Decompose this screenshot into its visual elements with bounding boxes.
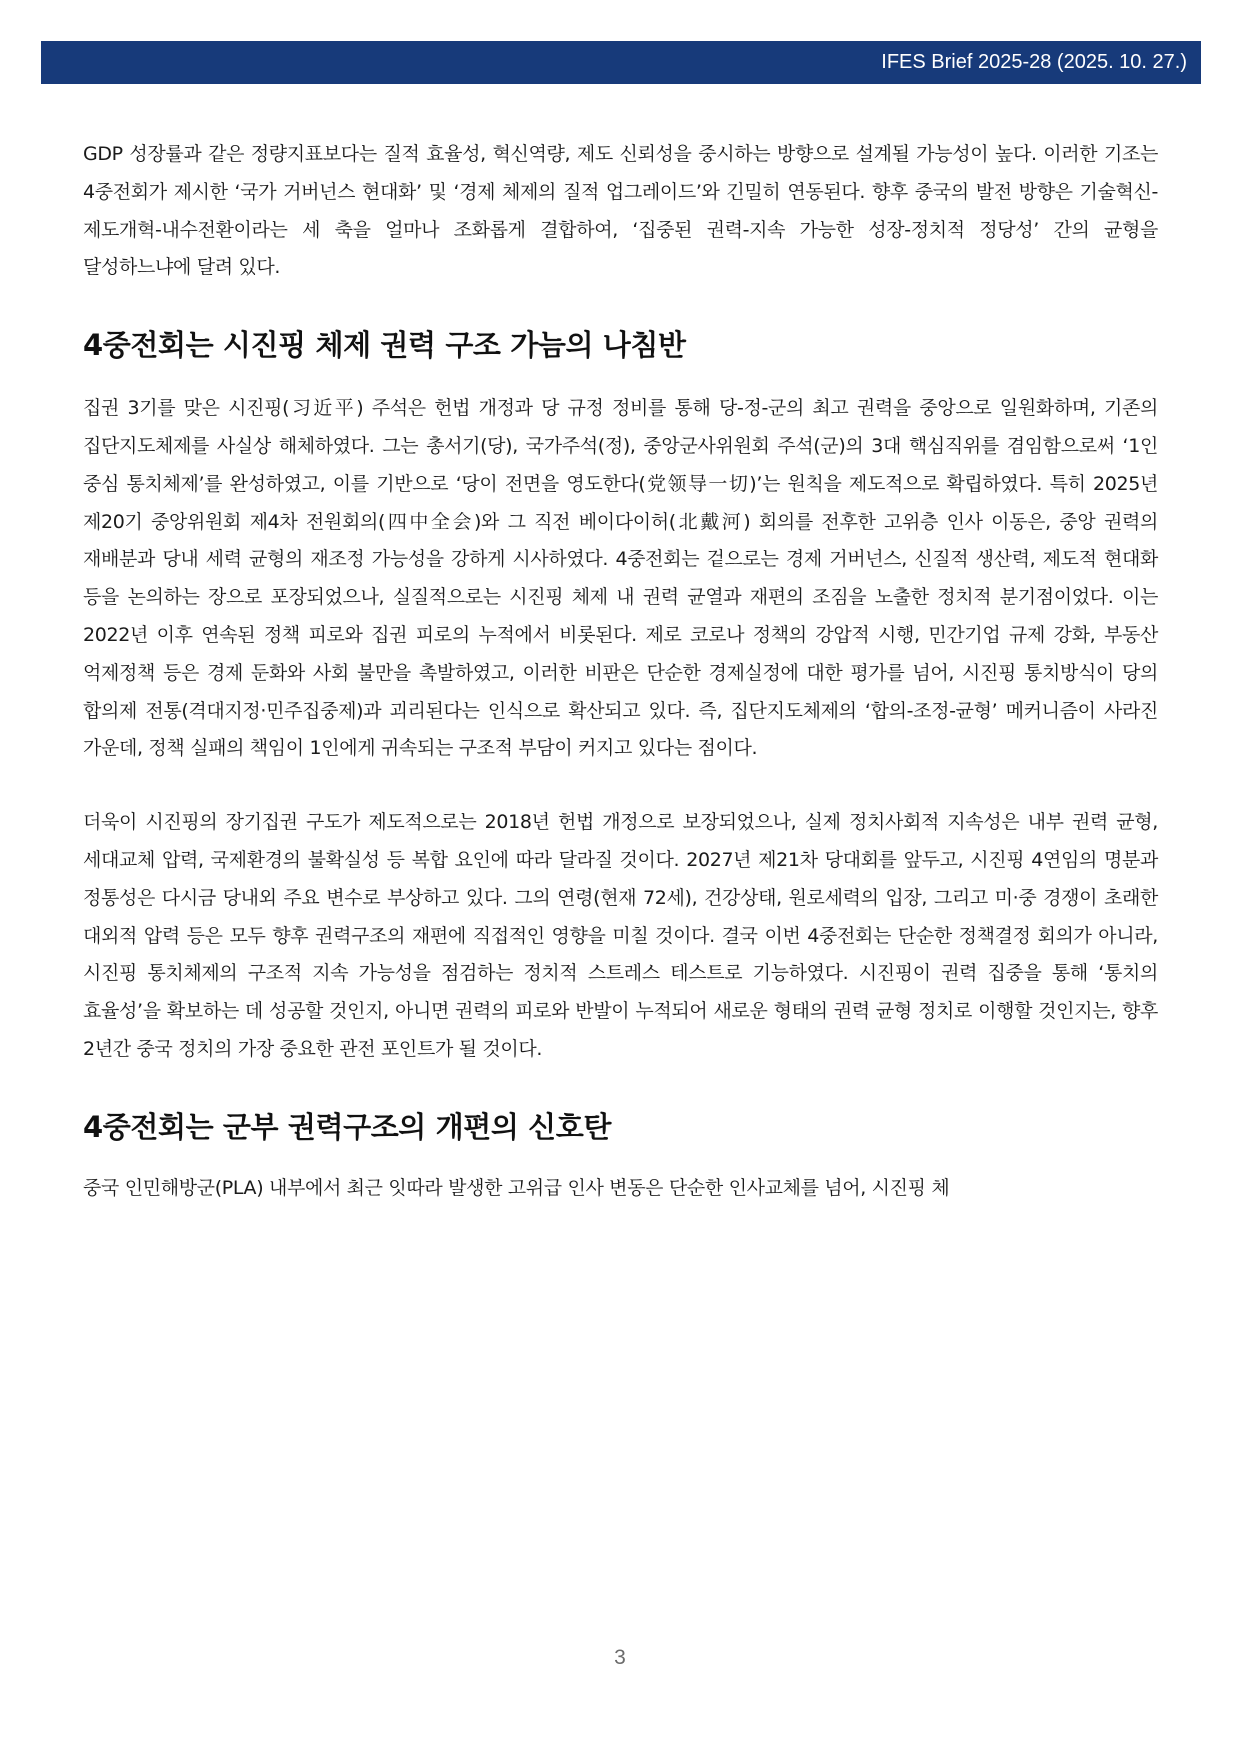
paragraph-1: GDP 성장률과 같은 정량지표보다는 질적 효율성, 혁신역량, 제도 신뢰성을 중시하는 방향으로 설계될 가능성이 높다. 이러한 기조는 4중전회가 제시한 ‘국가 거버넌스 현대화’ 및 ‘경제 체제의 질적 업그레이드’와 긴밀히 연동된다. 향후 중국의 발전 방향은 기술혁신-제도개혁-내수전환이라는 세 축을 얼마나 조화롭게 결합하여, ‘집중된 권력-지속 가능한 성장-정치적 정당성’ 간의 균형을 달성하느냐에 달려 있다.	[83, 143, 1158, 279]
brief-label: IFES Brief 2025-28 (2025. 10. 27.)	[881, 51, 1187, 73]
section-heading-2: 4중전회는 군부 권력구조의 개편의 신호탄	[83, 1109, 612, 1144]
paragraph-2: 집권 3기를 맞은 시진핑(习近平) 주석은 헌법 개정과 당 규정 정비를 통해 당-정-군의 최고 권력을 중앙으로 일원화하며, 기존의 집단지도체제를 사실상 해체하였다. 그는 총서기(당), 국가주석(정), 중앙군사위원회 주석(군)의 3대 핵심직위를 겸임함으로써 ‘1인 중심 통치체제’를 완성하였고, 이를 기반으로 ‘당이 전면을 영도한다(党领导一切)’는 원칙을 제도적으로 확립하였다. 특히 2025년 제20기 중앙위원회 제4차 전원회의(四中全会)와 그 직전 베이다이허(北戴河) 회의를 전후한 고위층 인사 이동은, 중앙 권력의 재배분과 당내 세력 균형의 재조정 가능성을 강하게 시사하였다. 4중전회는 겉으로는 경제 거버넌스, 신질적 생산력, 제도적 현대화 등을 논의하는 장으로 포장되었으나, 실질적으로는 시진핑 체제 내 권력 균열과 재편의 조짐을 노출한 정치적 분기점이었다. 이는 2022년 이후 연속된 정책 피로와 집권 피로의 누적에서 비롯된다. 제로 코로나 정책의 강압적 시행, 민간기업 규제 강화, 부동산 억제정책 등은 경제 둔화와 사회 불만을 촉발하였고, 이러한 비판은 단순한 경제실정에 대한 평가를 넘어, 시진핑 통치방식이 당의 합의제 전통(격대지정·민주집중제)과 괴리된다는 인식으로 확산되고 있다. 즉, 집단지도체제의 ‘합의-조정-균형’ 메커니즘이 사라진 가운데, 정책 실패의 책임이 1인에게 귀속되는 구조적 부담이 커지고 있다는 점이다.	[83, 397, 1158, 760]
header-bar	[41, 41, 1201, 84]
page-number: 3	[614, 1646, 626, 1669]
section-heading-1: 4중전회는 시진핑 체제 권력 구조 가늠의 나침반	[83, 328, 686, 363]
paragraph-4: 중국 인민해방군(PLA) 내부에서 최근 잇따라 발생한 고위급 인사 변동은 단순한 인사교체를 넘어, 시진핑 체	[83, 1176, 950, 1199]
paragraph-3: 더욱이 시진핑의 장기집권 구도가 제도적으로는 2018년 헌법 개정으로 보장되었으나, 실제 정치사회적 지속성은 내부 권력 균형, 세대교체 압력, 국제환경의 불확실성 등 복합 요인에 따라 달라질 것이다. 2027년 제21차 당대회를 앞두고, 시진핑 4연임의 명분과 정통성은 다시금 당내외 주요 변수로 부상하고 있다. 그의 연령(현재 72세), 건강상태, 원로세력의 입장, 그리고 미·중 경쟁이 초래한 대외적 압력 등은 모두 향후 권력구조의 재편에 직접적인 영향을 미칠 것이다. 결국 이번 4중전회는 단순한 정책결정 회의가 아니라, 시진핑 통치체제의 구조적 지속 가능성을 점검하는 정치적 스트레스 테스트로 기능하였다. 시진핑이 권력 집중을 통해 ‘통치의 효율성’을 확보하는 데 성공할 것인지, 아니면 권력의 피로와 반발이 누적되어 새로운 형태의 권력 균형 정치로 이행할 것인지는, 향후 2년간 중국 정치의 가장 중요한 관전 포인트가 될 것이다.	[83, 811, 1158, 1060]
article-body	[83, 136, 1158, 1208]
